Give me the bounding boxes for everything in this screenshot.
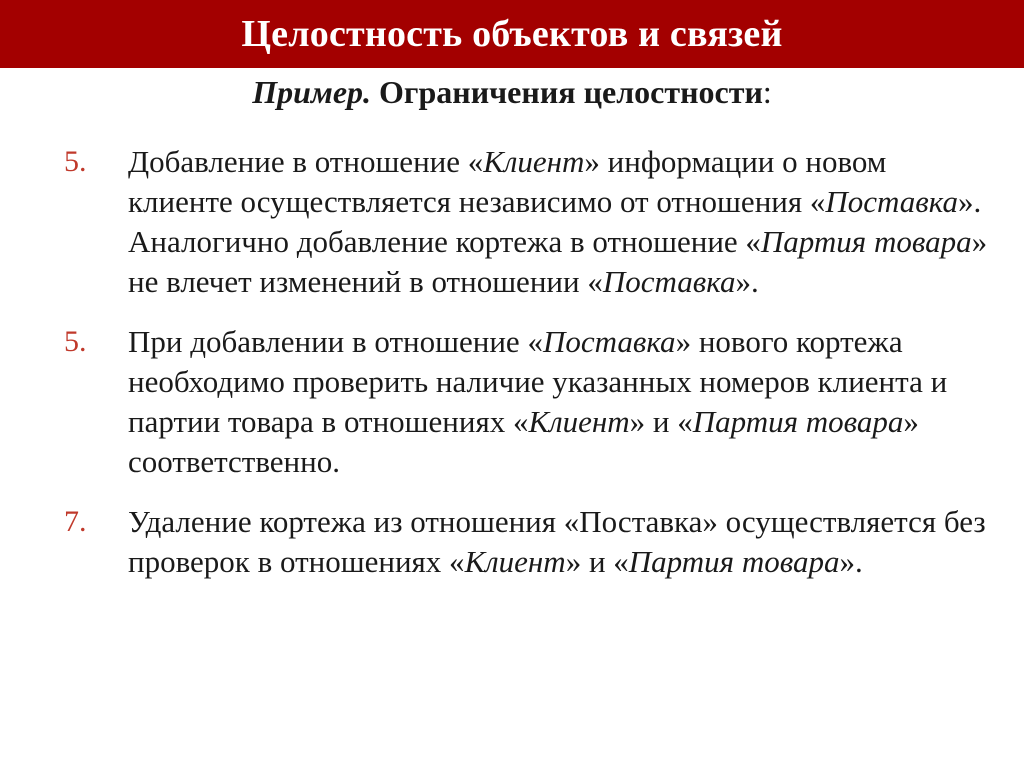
list-item-number: 5.	[64, 325, 87, 358]
list-item-text	[128, 502, 988, 582]
text-segment: » информации о новом клиенте осуществляется независимо от отношения «	[128, 144, 887, 219]
text-segment: Добавление в отношение «	[128, 144, 484, 179]
text-segment-italic: Клиент	[464, 544, 566, 579]
text-segment: ».	[735, 264, 759, 299]
text-segment: При добавлении в отношение «	[128, 324, 543, 359]
text-segment-italic: Поставка	[602, 264, 736, 299]
text-segment: » нового кортежа необходимо проверить наличие указанных номеров клиента и партии товара в отношениях «	[128, 324, 948, 439]
text-segment: » и «	[565, 544, 629, 579]
text-segment: » соответственно.	[128, 404, 919, 479]
title-bar	[0, 0, 1024, 68]
text-segment-italic: Партия товара	[628, 544, 840, 579]
list-item	[0, 142, 1024, 302]
subtitle-colon: :	[762, 74, 772, 110]
text-segment: Удаление кортежа из отношения «Поставка» осуществляется без проверок в отношениях «	[128, 504, 986, 579]
list-item	[0, 322, 1024, 482]
list-item-text	[128, 142, 988, 302]
text-segment-italic: Клиент	[483, 144, 585, 179]
text-segment-italic: Клиент	[528, 404, 630, 439]
subtitle-text: Ограничения целостности	[371, 74, 763, 110]
text-segment-italic: Поставка	[825, 184, 958, 219]
text-segment-italic: Поставка	[542, 324, 676, 359]
text-segment: » не влечет изменений в отношении «	[128, 224, 988, 299]
text-segment: ».	[839, 544, 863, 579]
list-item	[0, 502, 1024, 582]
slide-subtitle	[0, 72, 1024, 112]
text-segment: ». Аналогично добавление кортежа в отношение «	[128, 184, 982, 259]
text-segment-italic: Партия товара	[692, 404, 904, 439]
list-item-text	[128, 322, 988, 482]
text-segment-italic: Партия товара	[760, 224, 972, 259]
list-item-number: 7.	[64, 505, 87, 538]
numbered-list	[0, 142, 1024, 602]
text-segment: » и «	[629, 404, 693, 439]
list-item-number: 5.	[64, 145, 87, 178]
slide-title: Целостность объектов и связей	[241, 13, 783, 55]
subtitle-example-label: Пример.	[252, 74, 372, 110]
